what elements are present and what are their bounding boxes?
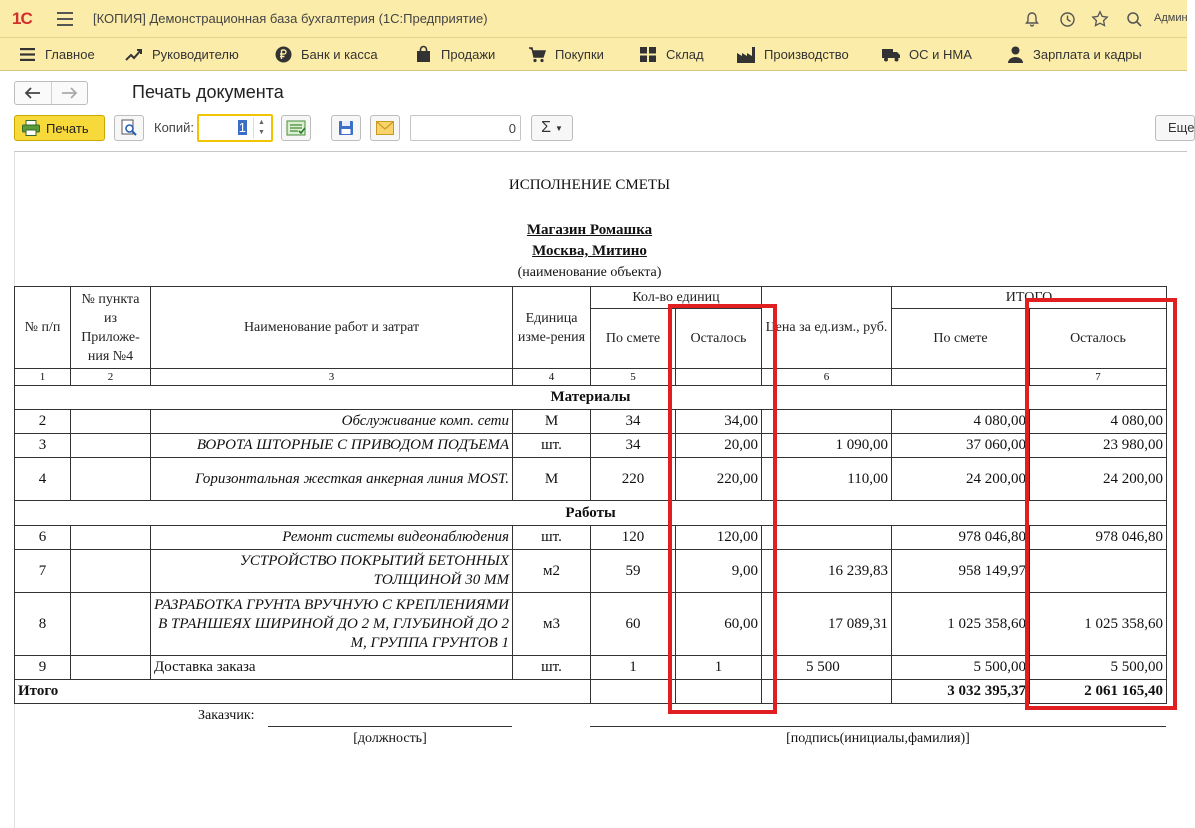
- total-sum-plan: 3 032 395,37: [892, 680, 1030, 704]
- save-button[interactable]: [331, 115, 361, 141]
- row-num: 7: [15, 550, 71, 593]
- header-total-plan: По смете: [892, 309, 1030, 369]
- row-total-left: 1 025 358,60: [1030, 593, 1167, 656]
- table-row[interactable]: [15, 526, 1167, 550]
- print-settings-icon: [286, 119, 306, 137]
- hamburger-icon: [18, 46, 36, 64]
- highlight-total-left-column: [1025, 298, 1177, 710]
- row-qty-plan: 34: [591, 434, 676, 458]
- history-navigation: [14, 81, 88, 105]
- more-button[interactable]: Еще: [1155, 115, 1195, 141]
- total-qty-plan: [591, 680, 676, 704]
- sum-mode-button[interactable]: [531, 115, 573, 141]
- history-icon[interactable]: [1057, 9, 1077, 29]
- row-qty-plan: 120: [591, 526, 676, 550]
- sections-menu: [0, 38, 1187, 71]
- header-item-no: № пункта из Приложе-ния №4: [71, 287, 151, 369]
- main-menu-icon[interactable]: [57, 12, 73, 26]
- current-user[interactable]: Админ: [1154, 12, 1188, 24]
- header-num: № п/п: [15, 287, 71, 369]
- row-price: 110,00: [762, 458, 892, 501]
- section-materials: Материалы: [15, 386, 1167, 410]
- truck-icon: [882, 46, 900, 64]
- row-unit: м2: [513, 550, 591, 593]
- row-qty-left: 20,00: [676, 434, 762, 458]
- row-price: 16 239,83: [762, 550, 892, 593]
- col-number: [892, 369, 1030, 386]
- selection-sum-field[interactable]: [410, 115, 521, 141]
- signature-caption: [подпись(инициалы,фамилия)]: [786, 731, 970, 746]
- menu-item-production[interactable]: [737, 38, 849, 71]
- row-num: 4: [15, 458, 71, 501]
- dropdown-arrow-icon: ▼: [554, 123, 563, 133]
- col-number: 5: [591, 369, 676, 386]
- row-qty-left: 9,00: [676, 550, 762, 593]
- col-number: 6: [762, 369, 892, 386]
- row-unit: М: [513, 458, 591, 501]
- table-row[interactable]: [15, 410, 1167, 434]
- table-row[interactable]: [15, 656, 1167, 680]
- envelope-icon: [376, 121, 394, 135]
- row-total-plan: 1 025 358,60: [892, 593, 1030, 656]
- menu-item-label: Зарплата и кадры: [1033, 47, 1142, 62]
- copies-label: Копий:: [154, 120, 194, 135]
- menu-item-label: Производство: [764, 47, 849, 62]
- menu-item-label: Банк и касса: [301, 47, 378, 62]
- menu-item-manager[interactable]: [125, 38, 239, 71]
- row-qty-left: 34,00: [676, 410, 762, 434]
- row-name: Ремонт системы видеонаблюдения: [151, 526, 513, 550]
- row-price: [762, 526, 892, 550]
- menu-item-main[interactable]: [18, 38, 95, 71]
- total-label: Итого: [15, 680, 591, 704]
- estimate-table: [14, 286, 1167, 704]
- row-name: Горизонтальная жесткая анкерная линия MOST.: [151, 458, 513, 501]
- customer-label: Заказчик:: [198, 708, 255, 723]
- row-num: 3: [15, 434, 71, 458]
- warehouse-grid-icon: [639, 46, 657, 64]
- arrow-left-icon: [25, 87, 41, 99]
- row-num: 8: [15, 593, 71, 656]
- header-qty-left: Осталось: [676, 309, 762, 369]
- person-icon: [1006, 46, 1024, 64]
- notifications-bell-icon[interactable]: [1022, 9, 1042, 29]
- menu-item-label: Главное: [45, 47, 95, 62]
- menu-item-label: Склад: [666, 47, 704, 62]
- row-total-plan: 24 200,00: [892, 458, 1030, 501]
- row-total-plan: 4 080,00: [892, 410, 1030, 434]
- section-works: Работы: [15, 501, 1167, 526]
- copies-value[interactable]: 1: [238, 120, 246, 135]
- header-qty-plan: По смете: [591, 309, 676, 369]
- row-qty-left: 1: [676, 656, 762, 680]
- menu-item-bank[interactable]: [274, 38, 378, 71]
- table-row[interactable]: [15, 458, 1167, 501]
- row-unit: шт.: [513, 526, 591, 550]
- row-total-plan: 978 046,80: [892, 526, 1030, 550]
- menu-item-salary[interactable]: [1006, 38, 1142, 71]
- menu-item-label: Покупки: [555, 47, 604, 62]
- row-total-plan: 958 149,97: [892, 550, 1030, 593]
- row-name: УСТРОЙСТВО ПОКРЫТИЙ БЕТОННЫХ ТОЛЩИНОЙ 30 ММ: [151, 550, 513, 593]
- row-qty-plan: 34: [591, 410, 676, 434]
- printer-icon: [22, 120, 40, 136]
- shopping-bag-icon: [414, 46, 432, 64]
- favorites-star-icon[interactable]: [1090, 9, 1110, 29]
- send-email-button[interactable]: [370, 115, 400, 141]
- menu-item-label: Продажи: [441, 47, 496, 62]
- table-row[interactable]: [15, 593, 1167, 656]
- row-name: Обслуживание комп. сети: [151, 410, 513, 434]
- window-title: [КОПИЯ] Демонстрационная база бухгалтерия (1С:Предприятие): [93, 11, 488, 26]
- signature-line: [590, 726, 1166, 727]
- row-item-no: [71, 526, 151, 550]
- row-price: [762, 410, 892, 434]
- row-total-left: 24 200,00: [1030, 458, 1167, 501]
- row-qty-left: 220,00: [676, 458, 762, 501]
- row-qty-plan: 1: [591, 656, 676, 680]
- row-price: 5 500: [762, 656, 892, 680]
- row-num: 2: [15, 410, 71, 434]
- app-logo: 1С: [12, 9, 32, 28]
- row-qty-left: 60,00: [676, 593, 762, 656]
- row-qty-plan: 59: [591, 550, 676, 593]
- menu-item-warehouse[interactable]: [639, 38, 704, 71]
- header-unit: Единица изме-рения: [513, 287, 591, 369]
- copies-spinner[interactable]: ▲ ▼: [253, 118, 269, 138]
- row-total-plan: 5 500,00: [892, 656, 1030, 680]
- row-name: РАЗРАБОТКА ГРУНТА ВРУЧНУЮ С КРЕПЛЕНИЯМИ В ТРАНШЕЯХ ШИРИНОЙ ДО 2 М, ГЛУБИНОЙ ДО 2 М, ГРУППА ГРУНТОВ 1: [151, 593, 513, 656]
- row-unit: шт.: [513, 656, 591, 680]
- row-item-no: [71, 410, 151, 434]
- total-price: [762, 680, 892, 704]
- position-caption: [должность]: [353, 731, 427, 746]
- trend-chart-icon: [125, 46, 143, 64]
- table-row[interactable]: [15, 434, 1167, 458]
- ruble-coin-icon: [274, 46, 292, 64]
- menu-item-sales[interactable]: [414, 38, 495, 71]
- title-bar: [0, 0, 1187, 38]
- row-item-no: [71, 458, 151, 501]
- row-name: ВОРОТА ШТОРНЫЕ С ПРИВОДОМ ПОДЪЕМА: [151, 434, 513, 458]
- row-unit: м3: [513, 593, 591, 656]
- organization-name: Магазин Ромашка: [526, 222, 653, 238]
- print-button-label: Печать: [46, 120, 89, 136]
- preview-button[interactable]: [114, 115, 144, 141]
- row-name: Доставка заказа: [151, 656, 513, 680]
- row-total-left: 978 046,80: [1030, 526, 1167, 550]
- row-price: 1 090,00: [762, 434, 892, 458]
- row-item-no: [71, 550, 151, 593]
- col-number: 7: [1030, 369, 1167, 386]
- header-price: Цена за ед.изм., руб.: [762, 287, 892, 369]
- document-title: ИСПОЛНЕНИЕ СМЕТЫ: [508, 177, 671, 193]
- total-sum-left: 2 061 165,40: [1030, 680, 1167, 704]
- back-button[interactable]: [15, 82, 52, 104]
- copies-input[interactable]: [197, 114, 273, 142]
- menu-item-label: Руководителю: [152, 47, 239, 62]
- menu-item-assets[interactable]: [882, 38, 972, 71]
- header-total-group: ИТОГО: [892, 287, 1167, 309]
- row-qty-left: 120,00: [676, 526, 762, 550]
- row-total-left: 5 500,00: [1030, 656, 1167, 680]
- selection-sum-value: 0: [508, 121, 516, 136]
- row-item-no: [71, 656, 151, 680]
- form-title: Печать документа: [132, 82, 284, 102]
- row-num: 6: [15, 526, 71, 550]
- print-settings-button[interactable]: [281, 115, 311, 141]
- shopping-cart-icon: [528, 46, 546, 64]
- print-preview-icon: [120, 119, 138, 137]
- position-line: [268, 726, 512, 727]
- highlight-qty-left-column: [668, 304, 777, 714]
- row-total-left: 4 080,00: [1030, 410, 1167, 434]
- sigma-icon: Σ: [541, 119, 551, 136]
- object-caption: (наименование объекта): [517, 265, 662, 280]
- search-icon[interactable]: [1124, 9, 1144, 29]
- floppy-disk-icon: [338, 120, 354, 136]
- organization-address: Москва, Митино: [532, 243, 647, 259]
- arrow-right-icon: [61, 87, 77, 99]
- row-unit: М: [513, 410, 591, 434]
- row-item-no: [71, 593, 151, 656]
- row-qty-plan: 60: [591, 593, 676, 656]
- col-number: 3: [151, 369, 513, 386]
- menu-item-purchases[interactable]: [528, 38, 604, 71]
- row-item-no: [71, 434, 151, 458]
- table-total-row: [15, 680, 1167, 704]
- header-qty-group: Кол-во единиц: [591, 287, 762, 309]
- row-unit: шт.: [513, 434, 591, 458]
- col-number: 4: [513, 369, 591, 386]
- col-number: 2: [71, 369, 151, 386]
- row-total-plan: 37 060,00: [892, 434, 1030, 458]
- menu-item-label: ОС и НМА: [909, 47, 972, 62]
- row-price: 17 089,31: [762, 593, 892, 656]
- row-qty-plan: 220: [591, 458, 676, 501]
- table-row[interactable]: [15, 550, 1167, 593]
- header-total-left: Осталось: [1030, 309, 1167, 369]
- print-button[interactable]: [14, 115, 105, 141]
- col-number: 1: [15, 369, 71, 386]
- header-name: Наименование работ и затрат: [151, 287, 513, 369]
- row-total-left: 23 980,00: [1030, 434, 1167, 458]
- row-num: 9: [15, 656, 71, 680]
- factory-icon: [737, 46, 755, 64]
- forward-button[interactable]: [52, 82, 88, 104]
